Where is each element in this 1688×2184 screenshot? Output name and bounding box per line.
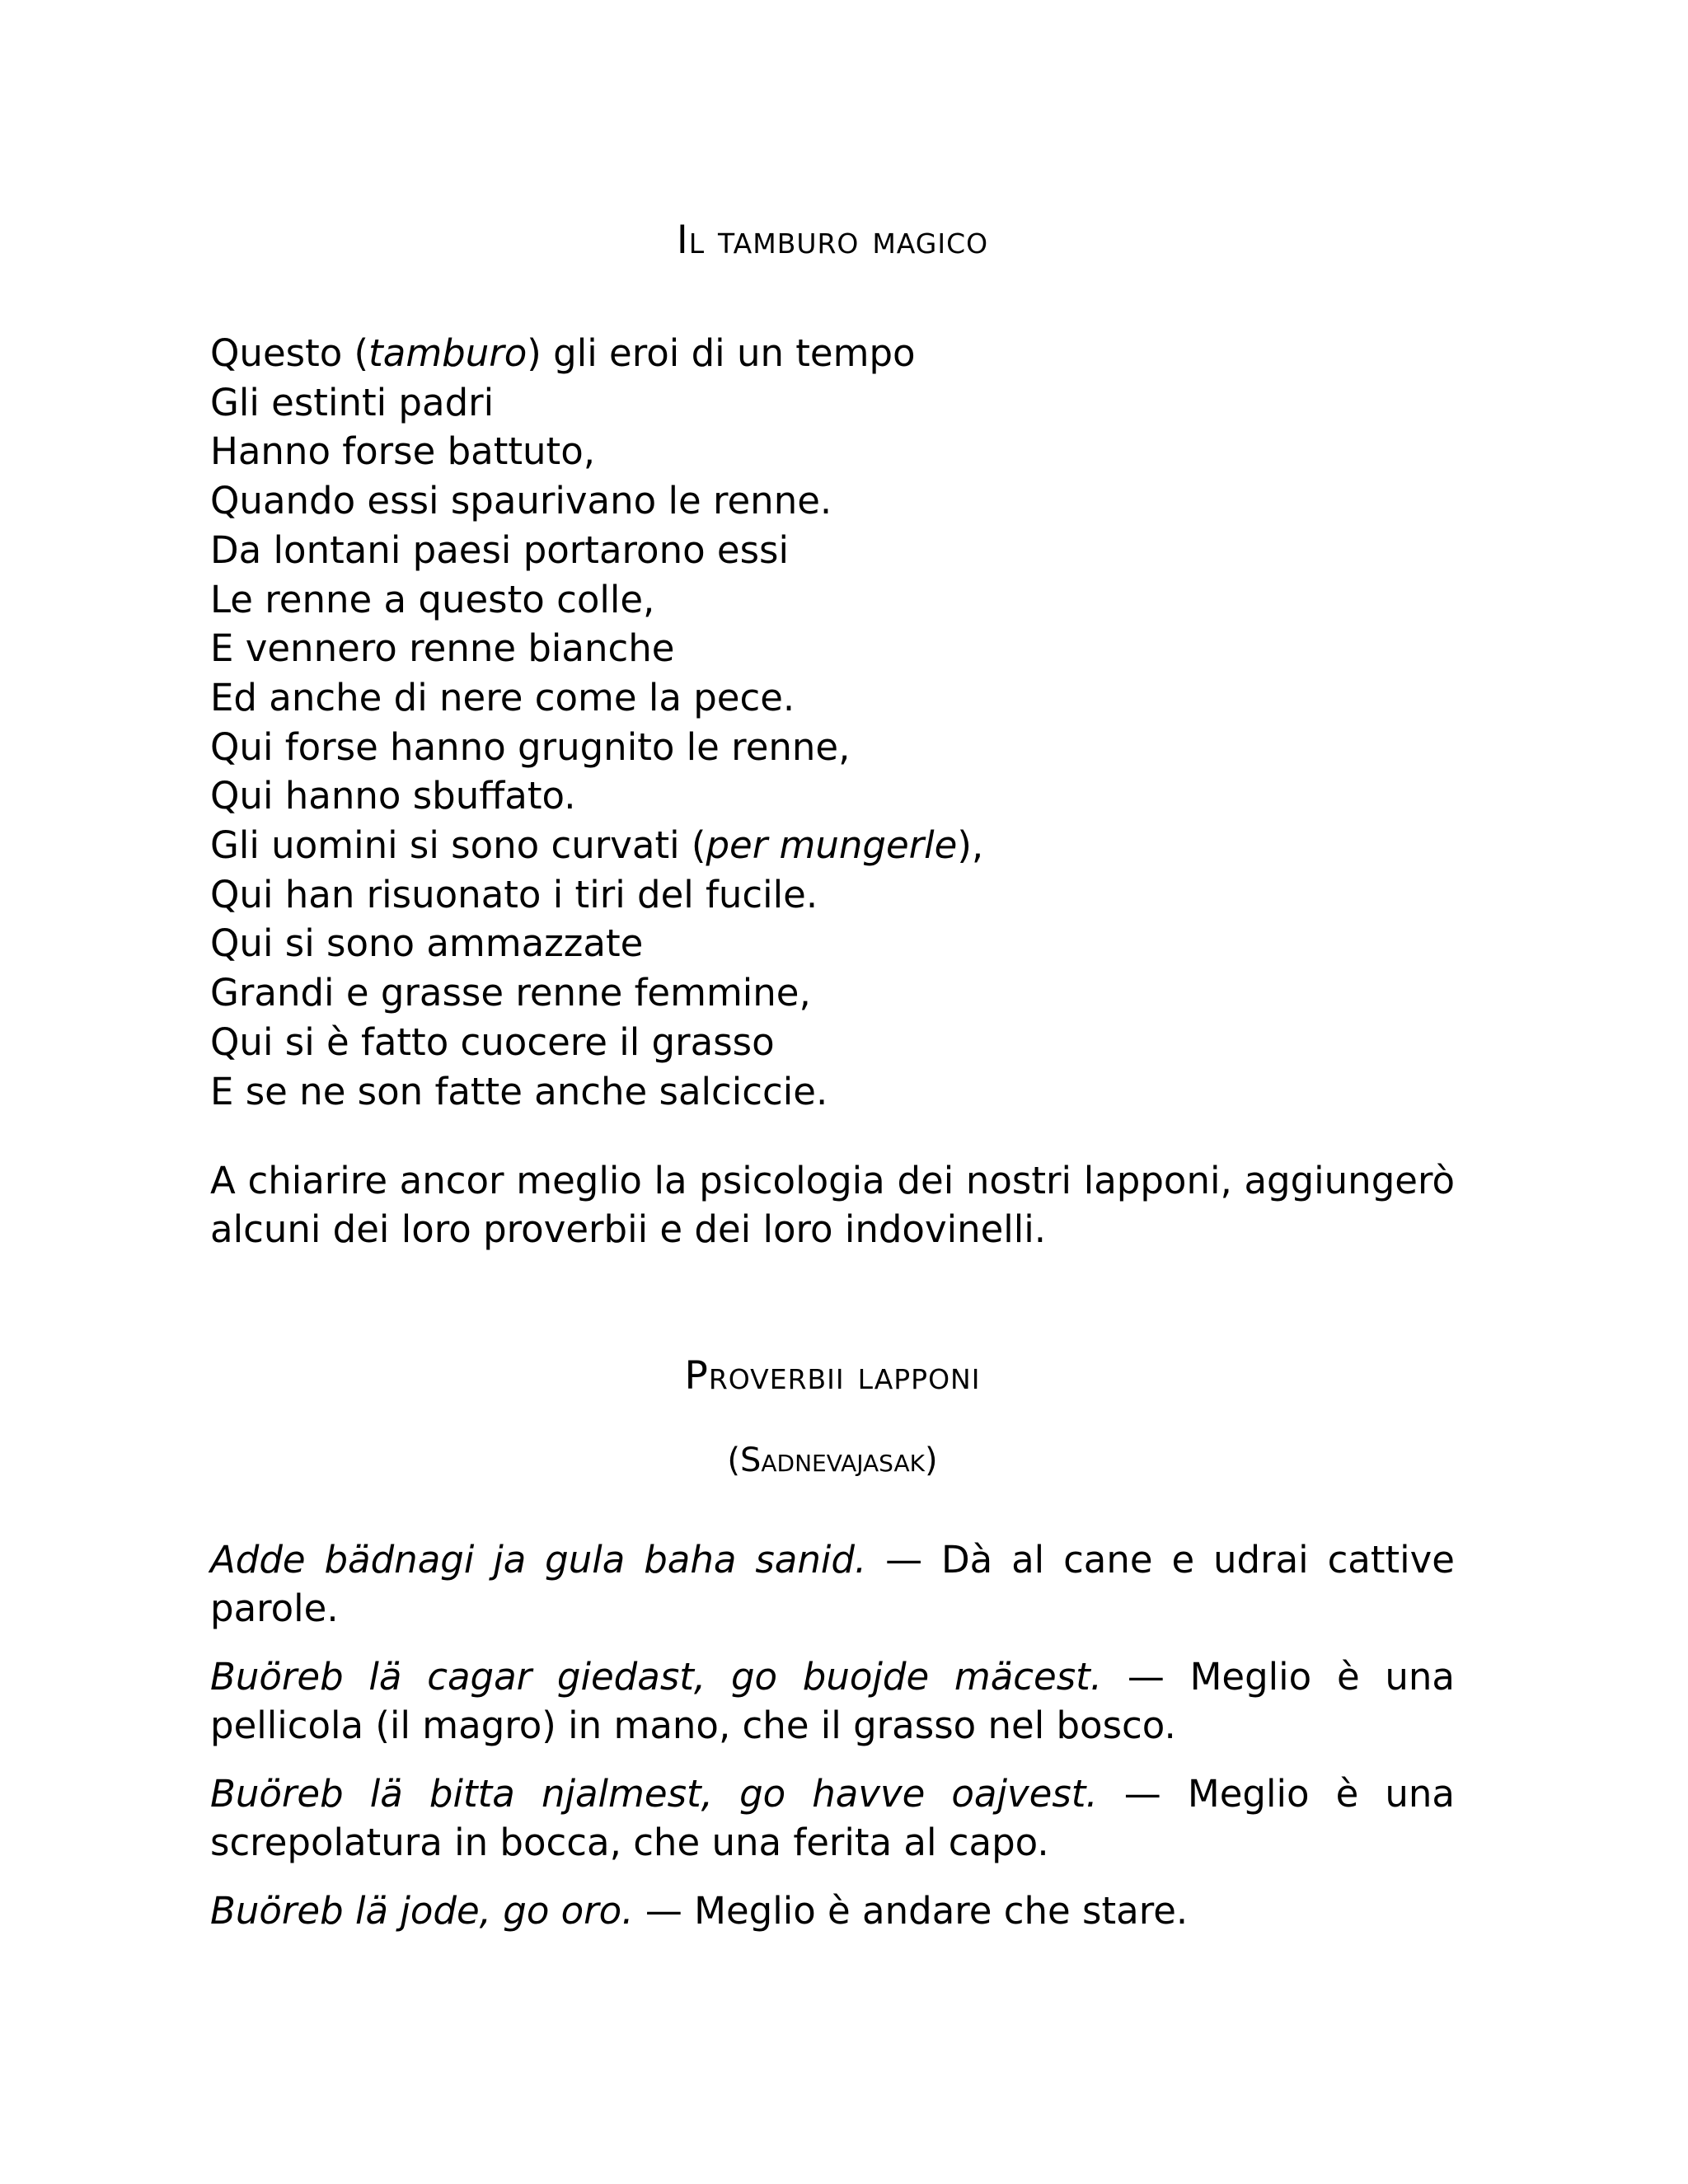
proverb-italian: — Dà al cane e udrai cattive parole. — [210, 1538, 1455, 1630]
section-title: Proverbii lapponi — [684, 1353, 981, 1399]
poem-line: E se ne son fatte anche salciccie. — [210, 1069, 828, 1113]
proverb-italian: — Meglio è andare che stare. — [633, 1889, 1189, 1933]
section-title: Il tamburo magico — [676, 218, 989, 263]
proverb-lapp: Buöreb lä cagar giedast, go buojde mäcest. — [210, 1655, 1103, 1699]
poem-line: Qui han risuonato i tiri del fucile. — [210, 872, 818, 916]
poem-line: Hanno forse battuto, — [210, 429, 596, 474]
proverb-lapp: Adde bädnagi ja gula baha sanid. — [210, 1538, 867, 1582]
poem — [210, 329, 1455, 1116]
poem-line: Ed anche di nere come la pece. — [210, 675, 795, 719]
intro-paragraph: A chiarire ancor meglio la psicologia dei nostri lapponi, aggiungerò alcuni dei loro proverbii e dei loro indovinelli. — [210, 1159, 1455, 1251]
poem-line: Qui forse hanno grugnito le renne, — [210, 724, 851, 769]
poem-line: E vennero renne bianche — [210, 626, 675, 671]
proverb — [210, 1886, 1455, 1935]
poem-line: Quando essi spaurivano le renne. — [210, 479, 832, 523]
poem-line: Gli estinti padri — [210, 380, 495, 424]
proverb-lapp: Buöreb lä bitta njalmest, go havve oajvest. — [210, 1772, 1098, 1816]
poem-line: Da lontani paesi portarono essi — [210, 527, 790, 572]
poem-line: Gli uomini si sono curvati (per mungerle), — [210, 823, 984, 868]
poem-line: Questo (tamburo) gli eroi di un tempo — [210, 331, 916, 375]
poem-line: Qui si è fatto cuocere il grasso — [210, 1019, 775, 1064]
poem-line: Qui si sono ammazzate — [210, 921, 644, 966]
section-subtitle: (Sadnevajasak) — [727, 1441, 938, 1479]
proverb-italian: — Meglio è una pellicola (il magro) in mano, che il grasso nel bosco. — [210, 1655, 1455, 1747]
proverb-lapp: Buöreb lä jode, go oro. — [210, 1889, 634, 1933]
proverb — [210, 1535, 1455, 1633]
proverb — [210, 1769, 1455, 1867]
poem-line: Grandi e grasse renne femmine, — [210, 971, 811, 1015]
proverb-italian: — Meglio è una screpolatura in bocca, che una ferita al capo. — [210, 1772, 1456, 1864]
poem-line: Qui hanno sbuffato. — [210, 774, 576, 818]
document-page — [210, 0, 1455, 2184]
proverb — [210, 1652, 1455, 1750]
poem-line: Le renne a questo colle, — [210, 577, 655, 621]
